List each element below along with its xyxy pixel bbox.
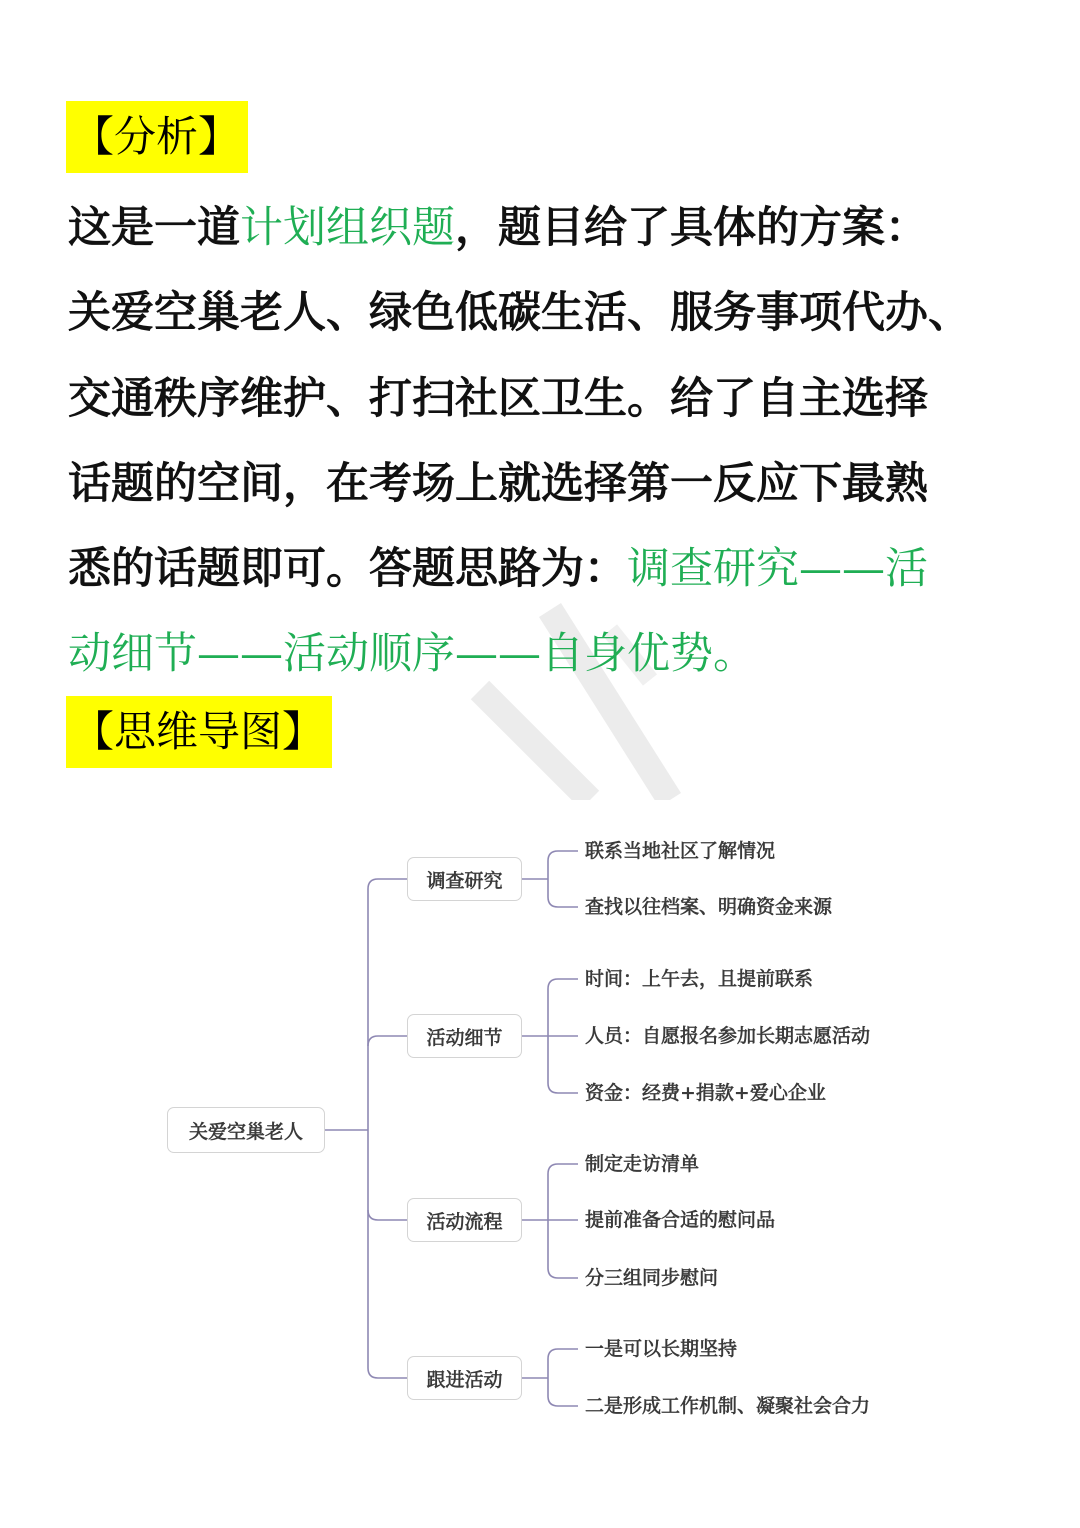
leaf-long-term: 一是可以长期坚持	[585, 1338, 738, 1360]
mindmap-heading: 【思维导图】	[66, 696, 332, 768]
text-segment: 这是一道	[68, 203, 240, 253]
paragraph-line-4: 话题的空间，在考场上就选择第一反应下最熟	[68, 458, 928, 509]
highlight-approach: 调查研究——活	[627, 544, 928, 595]
leaf-check-archives: 查找以往档案、明确资金来源	[585, 896, 833, 918]
analysis-heading: 【分析】	[66, 101, 248, 173]
leaf-funds: 资金：经费+捐款+爱心企业	[585, 1082, 826, 1104]
branch-follow-up: 跟进活动	[407, 1356, 522, 1400]
branch-research: 调查研究	[407, 857, 522, 901]
leaf-contact-community: 联系当地社区了解情况	[585, 840, 776, 862]
text-segment: 悉的话题即可。答题思路为：	[68, 544, 627, 595]
leaf-prepare-gifts: 提前准备合适的慰问品	[585, 1209, 776, 1231]
leaf-three-groups: 分三组同步慰问	[585, 1267, 719, 1289]
paragraph-line-2: 关爱空巢老人、绿色低碳生活、服务事项代办、	[68, 288, 971, 339]
paragraph-line-3: 交通秩序维护、打扫社区卫生。给了自主选择	[68, 373, 928, 424]
branch-activity-details: 活动细节	[407, 1014, 522, 1058]
text-segment: ，题目给了具体的方案：	[455, 203, 928, 253]
mindmap-root-node: 关爱空巢老人	[167, 1107, 325, 1153]
leaf-time: 时间：上午去，且提前联系	[585, 968, 814, 990]
leaf-work-mechanism: 二是形成工作机制、凝聚社会合力	[585, 1395, 871, 1417]
leaf-personnel: 人员：自愿报名参加长期志愿活动	[585, 1025, 871, 1047]
branch-activity-process: 活动流程	[407, 1198, 522, 1242]
leaf-visit-list: 制定走访清单	[585, 1153, 700, 1175]
highlight-question-type: 计划组织题	[240, 203, 455, 253]
paragraph-line-6: 动细节——活动顺序——自身优势。	[68, 629, 756, 680]
